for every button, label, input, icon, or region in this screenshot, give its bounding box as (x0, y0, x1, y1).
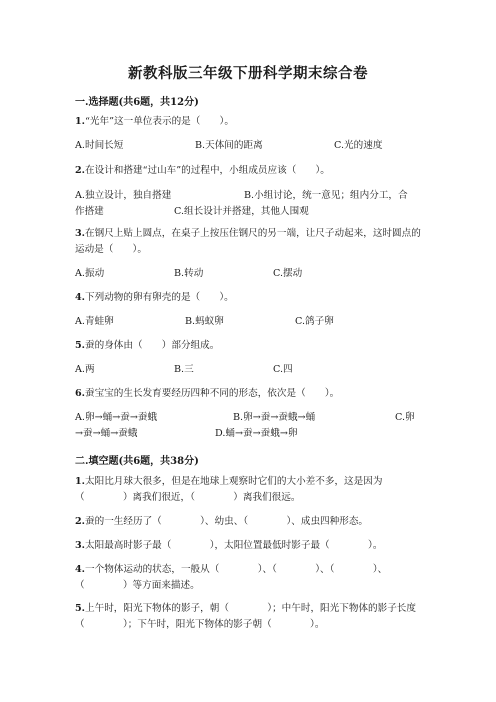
options-block (75, 410, 425, 442)
choice-question (75, 226, 425, 258)
question-number: 5. (75, 340, 86, 351)
question-text: “光年”这一单位表示的是（ ）。 (85, 116, 234, 127)
question-number: 3. (75, 540, 86, 551)
option-b: B.蚂蚁卵 (185, 316, 224, 327)
section-heading-fill: 二.填空题(共6题，共38分) (75, 456, 199, 467)
fill-question (75, 562, 425, 594)
option-c: C.四 (273, 364, 293, 375)
question-number: 2. (75, 516, 86, 527)
choice-question (75, 386, 425, 402)
question-text: 在设计和搭建“过山车”的过程中，小组成员应该（ ）。 (85, 165, 330, 176)
question-text: 蚕的身体由（ ）部分组成。 (85, 340, 220, 351)
options-row (75, 138, 425, 154)
option-a: A.振动 (75, 268, 105, 279)
question-number: 6. (75, 388, 86, 399)
choice-question (75, 114, 425, 130)
choice-question (75, 338, 425, 354)
option-d: D.蛹→蚕→蚕蛾→卵 (215, 428, 298, 439)
option-c: C.摆动 (273, 268, 303, 279)
choice-question (75, 290, 425, 306)
options-row (75, 362, 425, 378)
option-a: A.时间长短 (75, 140, 124, 151)
option-c: C.组长设计并搭建，其他人围观 (174, 206, 309, 217)
question-number: 2. (75, 165, 86, 176)
fill-question (75, 601, 425, 633)
option-a: A.两 (75, 364, 95, 375)
question-text: 蚕宝宝的生长发育要经历四种不同的形态，依次是（ ）。 (85, 388, 340, 399)
option-b: B.卵→蚕→蚕蛾→蛹 (233, 412, 316, 423)
question-number: 3. (75, 228, 86, 239)
question-number: 4. (75, 564, 86, 575)
option-b-cont: 作搭建 (75, 206, 104, 217)
question-text: 在钢尺上贴上圆点，在桌子上按压住钢尺的另一端，让尺子动起来，这时圆点的运动是（ ）。 (75, 228, 421, 255)
options-row (75, 314, 425, 330)
question-text: 太阳最高时影子最（ ），太阳位置最低时影子最（ ）。 (85, 540, 383, 551)
question-text: 上午时，阳光下物体的影子，朝（ ）；中午时，阳光下物体的影子长度（ ）；下午时，阳光下物体的影子朝（ ）。 (75, 603, 416, 630)
choice-question (75, 163, 425, 179)
question-number: 1. (75, 116, 86, 127)
question-text: 太阳比月球大很多，但是在地球上观察时它们的大小差不多，这是因为（ ）离我们很近，（ ）离我们很远。 (75, 476, 383, 503)
options-row (75, 266, 425, 282)
option-b: B.三 (174, 364, 194, 375)
option-b: B.转动 (174, 268, 204, 279)
fill-question (75, 474, 425, 506)
section-heading-choice: 一.选择题(共6题，共12分) (75, 97, 199, 108)
option-c: C.光的速度 (334, 140, 383, 151)
question-text: 一个物体运动的状态，一般从（ ）、（ ）、（ ）、（ ）等方面来描述。 (75, 564, 388, 591)
question-number: 4. (75, 292, 86, 303)
options-block (75, 188, 425, 220)
page-title: 新教科版三年级下册科学期末综合卷 (128, 65, 368, 82)
question-number: 5. (75, 603, 86, 614)
option-c-cont: →蚕→蛹→蚕蛾 (75, 428, 138, 439)
option-a: A.青蛙卵 (75, 316, 114, 327)
option-b: B.天体间的距离 (195, 140, 263, 151)
fill-question (75, 514, 425, 530)
fill-question (75, 538, 425, 554)
option-c: C.鸽子卵 (295, 316, 334, 327)
question-text: 蚕的一生经历了（ ）、幼虫、（ ）、成虫四种形态。 (85, 516, 369, 527)
option-c: C.卵 (395, 412, 415, 423)
question-text: 下列动物的卵有卵壳的是（ ）。 (85, 292, 234, 303)
question-number: 1. (75, 476, 86, 487)
option-a: A.卵→蛹→蚕→蚕蛾 (75, 412, 158, 423)
option-b: B.小组讨论，统一意见；组内分工，合 (244, 190, 408, 201)
option-a: A.独立设计，独自搭建 (75, 190, 172, 201)
